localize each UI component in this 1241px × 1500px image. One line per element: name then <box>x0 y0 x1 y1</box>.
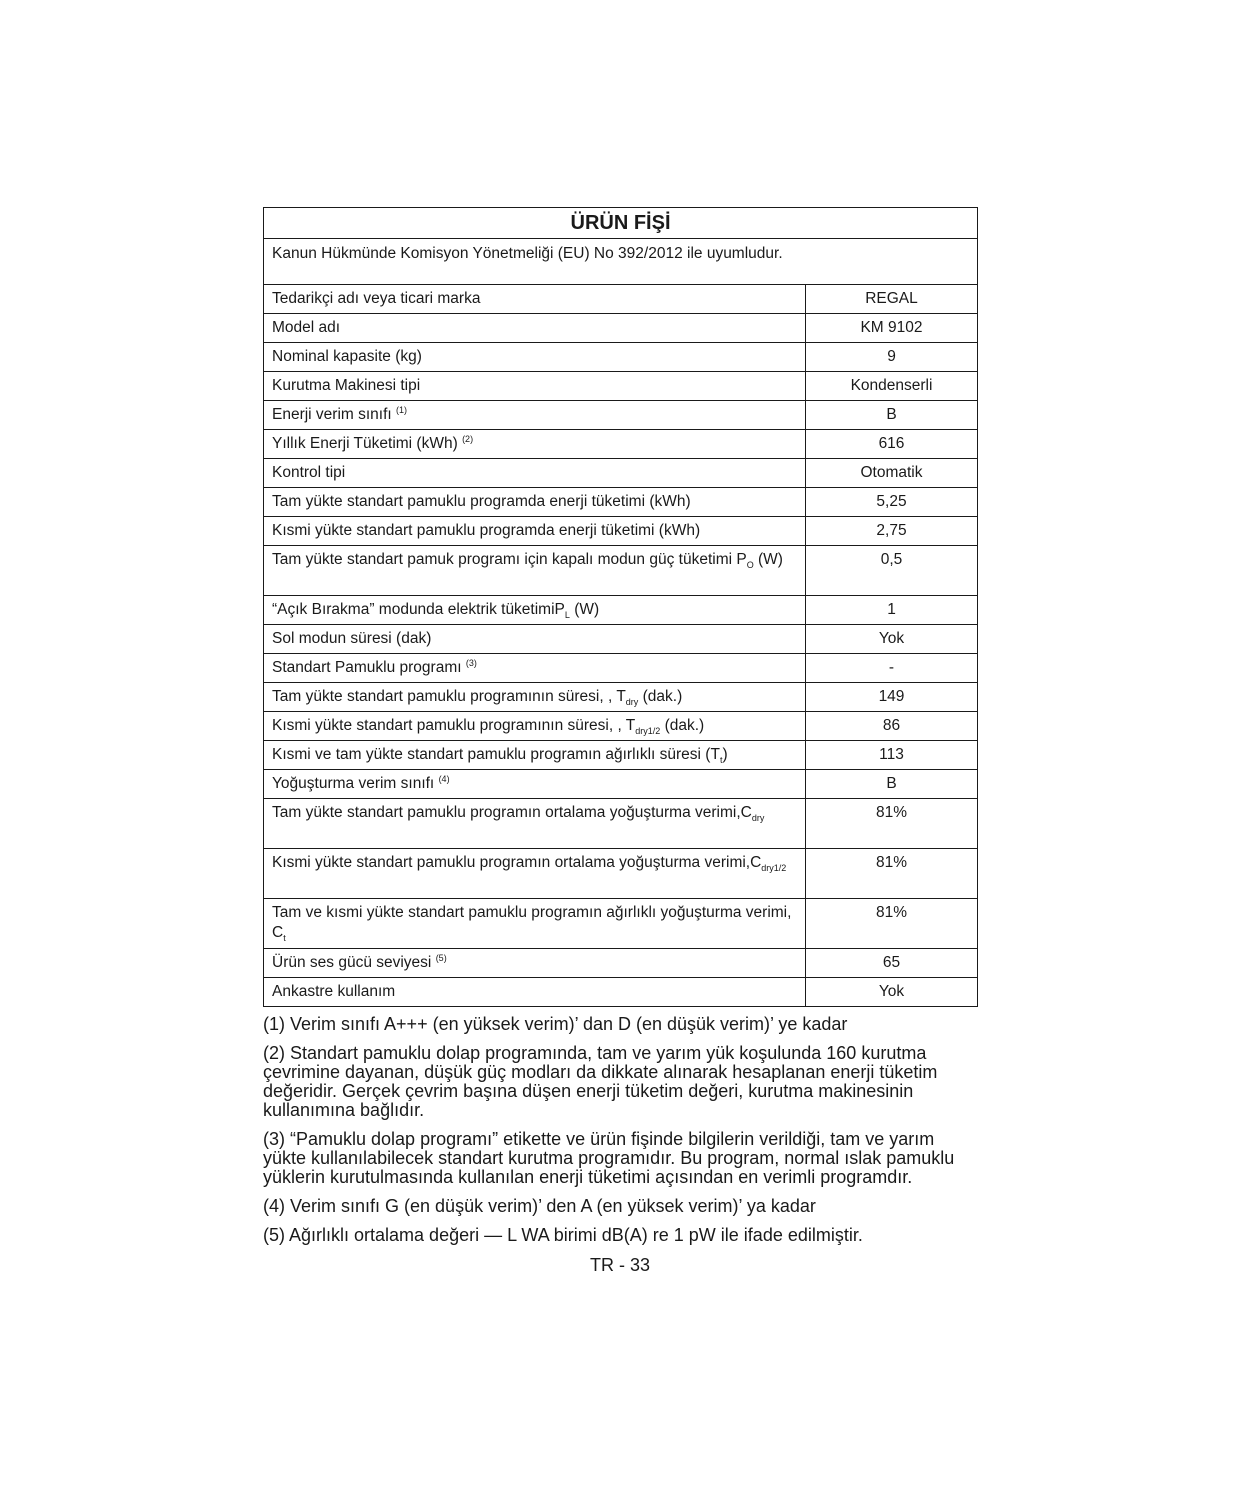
footnote-1: (1) Verim sınıfı A+++ (en yüksek verim)’ dan D (en düşük verim)’ ye kadar <box>263 1014 848 1034</box>
row-label-text: Tam yükte standart pamuklu programının süresi, , T <box>272 688 626 705</box>
footnote-4: (4) Verim sınıfı G (en düşük verim)’ den A (en yüksek verim)’ ya kadar <box>263 1196 816 1216</box>
row-label-text: Enerji verim sınıfı <box>272 406 392 423</box>
symbol-subscript: L <box>564 610 570 621</box>
row-label <box>264 343 806 372</box>
row-label <box>264 517 806 546</box>
table-row <box>264 488 978 517</box>
footnote-ref: (3) <box>465 657 477 668</box>
row-value: B <box>806 401 978 430</box>
row-label <box>264 849 806 899</box>
row-label-text: “Açık Bırakma” modunda elektrik tüketimiP <box>272 601 565 618</box>
table-row <box>264 372 978 401</box>
row-value: KM 9102 <box>806 314 978 343</box>
row-label <box>264 654 806 683</box>
row-label <box>264 401 806 430</box>
row-label <box>264 683 806 712</box>
row-value: B <box>806 770 978 799</box>
table-row <box>264 596 978 625</box>
row-label <box>264 625 806 654</box>
row-label-text: Nominal kapasite (kg) <box>272 348 422 365</box>
row-label-text: Yoğuşturma verim sınıfı <box>272 775 435 792</box>
row-label-text: Kısmi ve tam yükte standart pamuklu programın ağırlıklı süresi (T <box>272 746 720 763</box>
row-value: Kondenserli <box>806 372 978 401</box>
table-row <box>264 430 978 459</box>
footnote-ref: (4) <box>438 773 450 784</box>
row-label <box>264 285 806 314</box>
table-row <box>264 285 978 314</box>
row-label <box>264 712 806 741</box>
row-value: Otomatik <box>806 459 978 488</box>
row-label <box>264 799 806 849</box>
row-value: 0,5 <box>806 546 978 596</box>
footnote-5: (5) Ağırlıklı ortalama değeri — L WA birimi dB(A) re 1 pW ile ifade edilmiştir. <box>263 1225 863 1245</box>
row-value: 2,75 <box>806 517 978 546</box>
table-row <box>264 459 978 488</box>
symbol-subscript: dry1/2 <box>635 726 661 737</box>
row-label <box>264 596 806 625</box>
row-label-text: Kontrol tipi <box>272 464 346 481</box>
symbol-subscript: t <box>283 933 286 944</box>
row-label-text: Tam yükte standart pamuk programı için kapalı modun güç tüketimi P <box>272 551 747 568</box>
row-value: 9 <box>806 343 978 372</box>
table-row <box>264 654 978 683</box>
fiche-title: ÜRÜN FİŞİ <box>264 208 978 239</box>
row-label <box>264 488 806 517</box>
row-value: 149 <box>806 683 978 712</box>
row-label <box>264 949 806 978</box>
row-value: 1 <box>806 596 978 625</box>
row-value: 86 <box>806 712 978 741</box>
row-label-text: Kısmi yükte standart pamuklu programda enerji tüketimi (kWh) <box>272 522 701 539</box>
row-label <box>264 899 806 949</box>
page-number: TR - 33 <box>589 1255 650 1275</box>
row-value: 113 <box>806 741 978 770</box>
table-row <box>264 978 978 1007</box>
table-row <box>264 849 978 899</box>
row-value: 65 <box>806 949 978 978</box>
table-row <box>264 314 978 343</box>
product-fiche-table <box>263 207 978 1007</box>
table-row <box>264 799 978 849</box>
symbol-subscript: t <box>719 755 723 766</box>
row-label-text: Tam ve kısmi yükte standart pamuklu programın ağırlıklı yoğuşturma verimi, C <box>272 904 792 941</box>
row-label-text: Kısmi yükte standart pamuklu programının süresi, , T <box>272 717 636 734</box>
row-label <box>264 372 806 401</box>
footnotes <box>263 1015 977 1245</box>
table-row <box>264 770 978 799</box>
table-row <box>264 517 978 546</box>
footnote-ref: (1) <box>396 404 408 415</box>
row-label-unit: (W) <box>753 551 783 568</box>
table-row <box>264 683 978 712</box>
row-label-text: Sol modun süresi (dak) <box>272 630 432 647</box>
table-row <box>264 899 978 949</box>
row-label-text: Model adı <box>272 319 341 336</box>
table-row <box>264 546 978 596</box>
table-row <box>264 343 978 372</box>
row-label <box>264 770 806 799</box>
row-label-unit: (dak.) <box>638 688 683 705</box>
row-label-text: Standart Pamuklu programı <box>272 659 462 676</box>
row-value: Yok <box>806 978 978 1007</box>
table-row <box>264 625 978 654</box>
row-label-text: Tam yükte standart pamuklu programın ortalama yoğuşturma verimi,C <box>272 804 752 821</box>
row-label-text: Ankastre kullanım <box>272 983 396 1000</box>
regulation-text: Kanun Hükmünde Komisyon Yönetmeliği (EU) No 392/2012 ile uyumludur. <box>264 239 978 285</box>
row-label <box>264 741 806 770</box>
row-value: 616 <box>806 430 978 459</box>
symbol-subscript: O <box>746 560 754 571</box>
row-label-unit: ) <box>722 746 728 763</box>
row-label <box>264 546 806 596</box>
row-label-text: Ürün ses gücü seviyesi <box>272 954 432 971</box>
table-row <box>264 741 978 770</box>
row-label-text: Tam yükte standart pamuklu programda enerji tüketimi (kWh) <box>272 493 691 510</box>
table-row <box>264 712 978 741</box>
row-value: - <box>806 654 978 683</box>
row-label-text: Kurutma Makinesi tipi <box>272 377 421 394</box>
symbol-subscript: dry1/2 <box>761 863 787 874</box>
row-label-text: Kısmi yükte standart pamuklu programın ortalama yoğuşturma verimi,C <box>272 854 762 871</box>
row-value: 81% <box>806 799 978 849</box>
row-label <box>264 314 806 343</box>
footnote-3: (3) “Pamuklu dolap programı” etikette ve ürün fişinde bilgilerin verildiği, tam ve yarım yükte kullanılabilecek standart kurutma programıdır. Bu program, normal ıslak pamuklu yüklerin kurutulmasında kullanılan enerji tüketimi açısından en verimli programdır. <box>263 1129 955 1187</box>
table-row <box>264 401 978 430</box>
footnote-2: (2) Standart pamuklu dolap programında, tam ve yarım yük koşulunda 160 kurutma çevrimine dayanan, düşük güç modları da dikkate alınarak hesaplanan enerji tüketim değeridir. Gerçek çevrim başına düşen enerji tüketim değeri, kurutma makinesinin kullanımına bağlıdır. <box>263 1043 938 1120</box>
row-value: 81% <box>806 899 978 949</box>
footnote-ref: (5) <box>435 952 447 963</box>
row-value: REGAL <box>806 285 978 314</box>
footnote-ref: (2) <box>462 433 474 444</box>
row-label-unit: (W) <box>569 601 600 618</box>
row-value: 5,25 <box>806 488 978 517</box>
row-label-text: Yıllık Enerji Tüketimi (kWh) <box>272 435 458 452</box>
row-value: Yok <box>806 625 978 654</box>
row-label <box>264 430 806 459</box>
symbol-subscript: dry <box>751 813 765 824</box>
table-row <box>264 949 978 978</box>
symbol-subscript: dry <box>625 697 639 708</box>
row-label-text: Tedarikçi adı veya ticari marka <box>272 290 481 307</box>
row-value: 81% <box>806 849 978 899</box>
row-label <box>264 459 806 488</box>
row-label-unit: (dak.) <box>660 717 705 734</box>
row-label <box>264 978 806 1007</box>
product-fiche <box>263 207 977 1276</box>
